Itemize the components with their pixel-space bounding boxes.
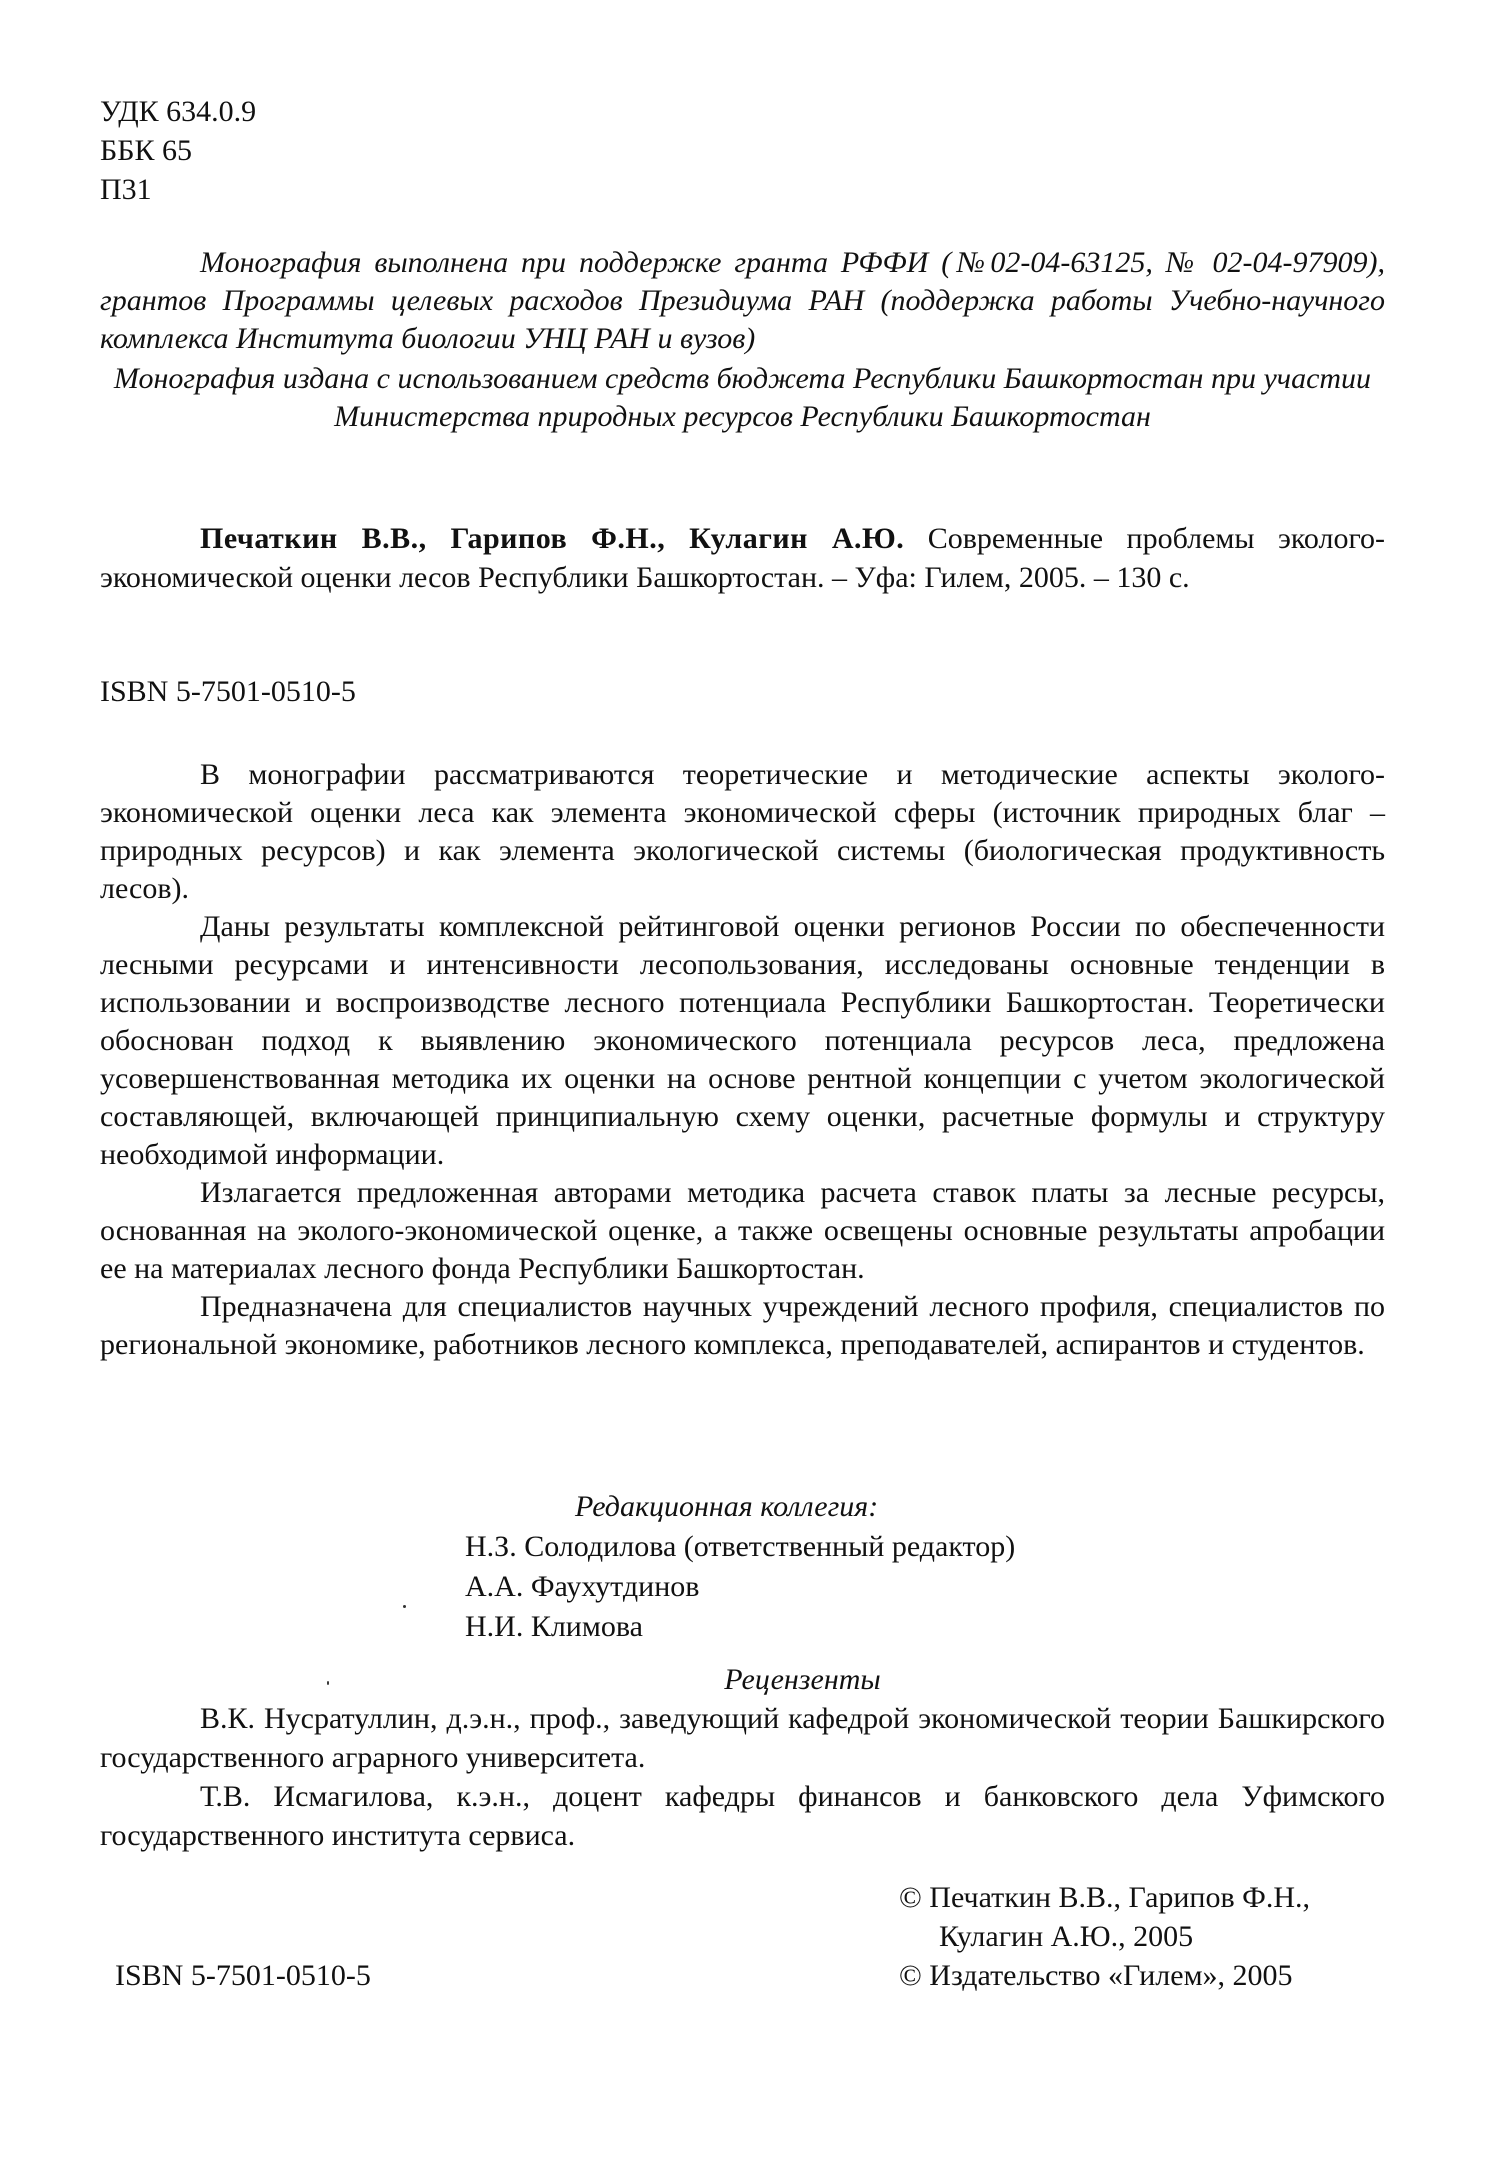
copyright-authors-cont: Кулагин А.Ю., 2005 bbox=[939, 1920, 1194, 1953]
funding-text: Монография издана с использованием средств бюджета Республики Башкортостан при участии Министерства природных ресурсов Республики Башкортостан bbox=[113, 362, 1372, 433]
grant-note bbox=[100, 244, 1385, 436]
author-mark: П31 bbox=[100, 173, 152, 206]
annotation-paragraph: Предназначена для специалистов научных учреждений лесного профиля, специалистов по региональной экономике, работников лесного комплекса, преподавателей, аспирантов и студентов. bbox=[100, 1290, 1385, 1361]
editorial-board-heading: Редакционная коллегия: bbox=[575, 1490, 879, 1523]
editor-name: Н.И. Климова bbox=[465, 1610, 643, 1643]
annotation bbox=[100, 756, 1385, 1364]
isbn-bottom: ISBN 5-7501-0510-5 bbox=[115, 1959, 371, 1992]
bibliographic-record bbox=[100, 519, 1385, 597]
copyright-notice bbox=[899, 1878, 1310, 1995]
reviewer-entry: В.К. Нусратуллин, д.э.н., проф., заведующий кафедрой экономической теории Башкирского государственного аграрного университета. bbox=[100, 1702, 1385, 1774]
authors: Печаткин В.В., Гарипов Ф.Н., Кулагин А.Ю. bbox=[200, 522, 905, 555]
classification-codes bbox=[100, 92, 256, 209]
udk-code: УДК 634.0.9 bbox=[100, 95, 257, 128]
copyright-authors: © Печаткин В.В., Гарипов Ф.Н., bbox=[899, 1881, 1311, 1914]
editor-name: Н.З. Солодилова (ответственный редактор) bbox=[465, 1530, 1016, 1563]
book-description: Современные проблемы эколого-экономической оценки лесов Республики Башкортостан. – Уфа: Гилем, 2005. – 130 с. bbox=[100, 522, 1386, 594]
bbk-code: ББК 65 bbox=[100, 134, 192, 167]
annotation-paragraph: Даны результаты комплексной рейтинговой оценки регионов России по обеспеченности лесными ресурсами и интенсивности лесопользования, исследованы основные тенденции в использовании и воспроизводстве лесного потенциала Республики Башкортостан. Теоретически обоснован подход к выявлению экономического потенциала ресурсов леса, предложена усовершенствованная методика их оценки на основе рентной концепции с учетом экологической составляющей, включающей принципиальную схему оценки, расчетные формулы и структуру необходимой информации. bbox=[100, 910, 1385, 1171]
reviewers bbox=[100, 1660, 1385, 1855]
speck bbox=[403, 1605, 406, 1608]
isbn-top: ISBN 5-7501-0510-5 bbox=[100, 675, 356, 708]
annotation-paragraph: Излагается предложенная авторами методика расчета ставок платы за лесные ресурсы, основанная на эколого-экономической оценке, а также освещены основные результаты апробации ее на материалах лесного фонда Республики Башкортостан. bbox=[100, 1176, 1385, 1285]
editor-name: А.А. Фаухутдинов bbox=[465, 1570, 700, 1603]
copyright-publisher: © Издательство «Гилем», 2005 bbox=[899, 1959, 1293, 1992]
reviewer-entry: Т.В. Исмагилова, к.э.н., доцент кафедры финансов и банковского дела Уфимского государственного института сервиса. bbox=[100, 1780, 1385, 1852]
grant-support-text: Монография выполнена при поддержке гранта РФФИ (№02-04-63125, № 02-04-97909), грантов Программы целевых расходов Президиума РАН (поддержка работы Учебно-научного комплекса Института биологии УНЦ РАН и вузов) bbox=[100, 246, 1385, 355]
reviewers-heading: Рецензенты bbox=[724, 1663, 881, 1696]
annotation-paragraph: В монографии рассматриваются теоретические и методические аспекты эколого-экономической оценки леса как элемента экономической сферы (источник природных благ – природных ресурсов) и как элемента экологической системы (биологическая продуктивность лесов). bbox=[100, 758, 1385, 905]
editorial-board bbox=[465, 1487, 1015, 1647]
